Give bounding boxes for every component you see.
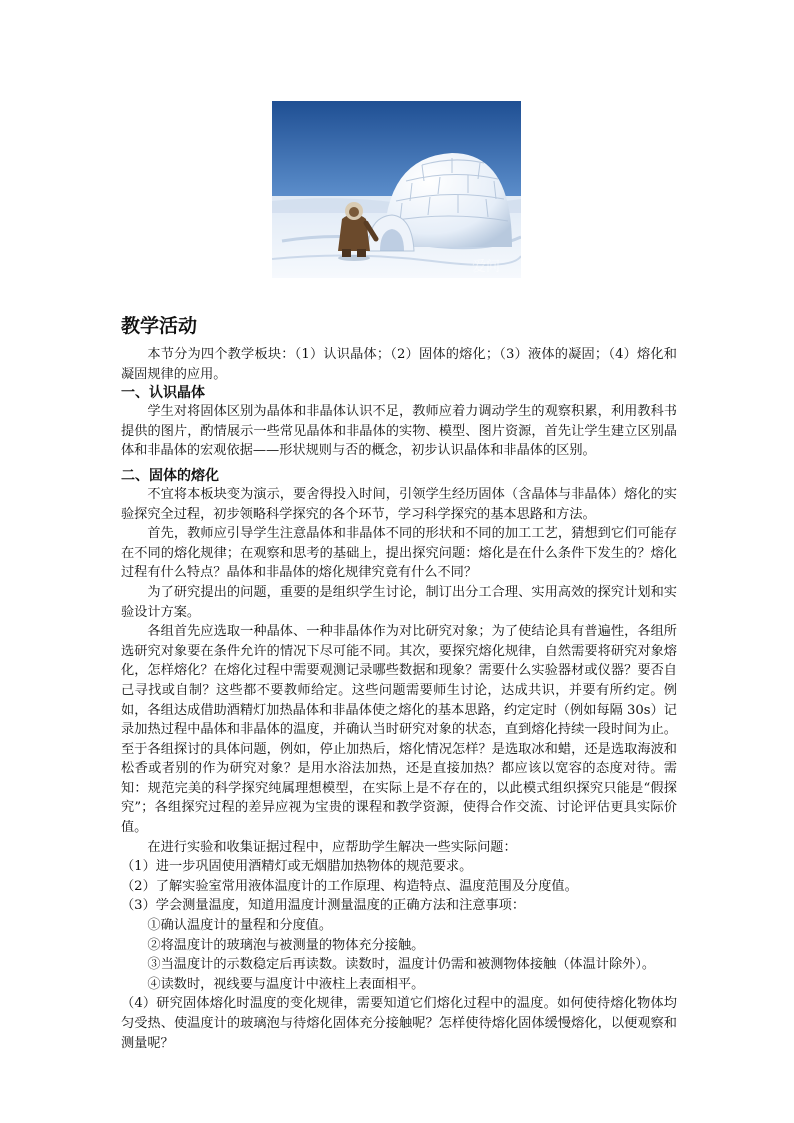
section2-paragraph-3: 为了研究提出的问题，重要的是组织学生讨论，制订出分工合理、实用高效的探究计划和实验设计方案。	[121, 584, 677, 620]
section2-paragraph-2: 首先，教师应引导学生注意晶体和非晶体不同的形状和不同的加工工艺，猜想到它们可能存在不同的熔化规律；在观察和思考的基础上，提出探究问题：熔化是在什么条件下发生的？熔化过程有什么特点？晶体和非晶体的熔化规律究竟有什么不同？	[121, 526, 677, 581]
section2-paragraph-5: 在进行实验和收集证据过程中，应帮助学生解决一些实际问题：	[147, 839, 517, 855]
watermark-text: 爱问	[472, 259, 500, 275]
page-title: 教学活动	[121, 315, 198, 337]
list-item-2: （2）了解实验室常用液体温度计的工作原理、构造特点、温度范围及分度值。	[121, 878, 578, 894]
section2-paragraph-1: 不宜将本板块变为演示，要舍得投入时间，引领学生经历固体（含晶体与非晶体）熔化的实验探究全过程，初步领略科学探究的各个环节，学习科学探究的基本思路和方法。	[121, 486, 677, 522]
list-item-4: （4）研究固体熔化时温度的变化规律，需要知道它们熔化过程中的温度。如何使待熔化物体均匀受热、使温度计的玻璃泡与待熔化固体充分接触呢？怎样使待熔化固体缓慢熔化，以便观察和测量呢？	[121, 996, 677, 1051]
intro-paragraph: 本节分为四个教学板块：（1）认识晶体；（2）固体的熔化；（3）液体的凝固；（4）熔化和凝固规律的应用。	[121, 347, 677, 382]
sub-item-4: ④读数时，视线要与温度计中液柱上表面相平。	[147, 976, 425, 992]
document-body	[121, 313, 677, 1053]
sub-item-1: ①确认温度计的量程和分度值。	[147, 918, 333, 934]
igloo-photo	[272, 101, 521, 278]
list-item-1: （1）进一步巩固使用酒精灯或无烟腊加热物体的规范要求。	[121, 859, 473, 875]
sub-item-2: ②将温度计的玻璃泡与被测量的物体充分接触。	[147, 937, 425, 953]
section1-paragraph-1: 学生对将固体区别为晶体和非晶体认识不足，教师应着力调动学生的观察积累，利用教科书提供的图片，酌情展示一些常见晶体和非晶体的实物、模型、图片资源，首先让学生建立区别晶体和非晶体的宏观依据——形状规则与否的概念，初步认识晶体和非晶体的区别。	[121, 404, 677, 459]
igloo-illustration	[272, 101, 521, 278]
list-item-3: （3）学会测量温度，知道用温度计测量温度的正确方法和注意事项：	[121, 898, 526, 914]
section2-paragraph-4: 各组首先应选取一种晶体、一种非晶体作为对比研究对象；为了使结论具有普遍性，各组所选研究对象要在条件允许的情况下尽可能不同。其次，要探究熔化规律，自然需要将研究对象熔化，怎样熔化？在熔化过程中需要观测记录哪些数据和现象？需要什么实验器材或仪器？要否自己寻找或自制？这些都不要教师给定。这些问题需要师生讨论，达成共识，并要有所约定。例如，各组达成借助酒精灯加热晶体和非晶体使之熔化的基本思路，约定定时（例如每隔 30s）记录加热过程中晶体和非晶体的温度，并确认当时研究对象的状态，直到熔化持续一段时间为止。至于各组探讨的具体问题，例如，停止加热后，熔化情况怎样？是选取冰和蜡，还是选取海波和松香或者别的作为研究对象？是用水浴法加热，还是直接加热？都应该以宽容的态度对待。需知：规范完美的科学探究纯属理想模型，在实际上是不存在的，以此模式组织探究只能是“假探究”；各组探究过程的差异应视为宝贵的课程和教学资源，使得合作交流、讨论评估更具实际价值。	[121, 624, 677, 836]
sub-item-3: ③当温度计的示数稳定后再读数。读数时，温度计仍需和被测物体接触（体温计除外）。	[147, 957, 656, 973]
section2-heading: 二、固体的熔化	[121, 467, 219, 484]
section1-heading: 一、认识晶体	[121, 385, 205, 402]
